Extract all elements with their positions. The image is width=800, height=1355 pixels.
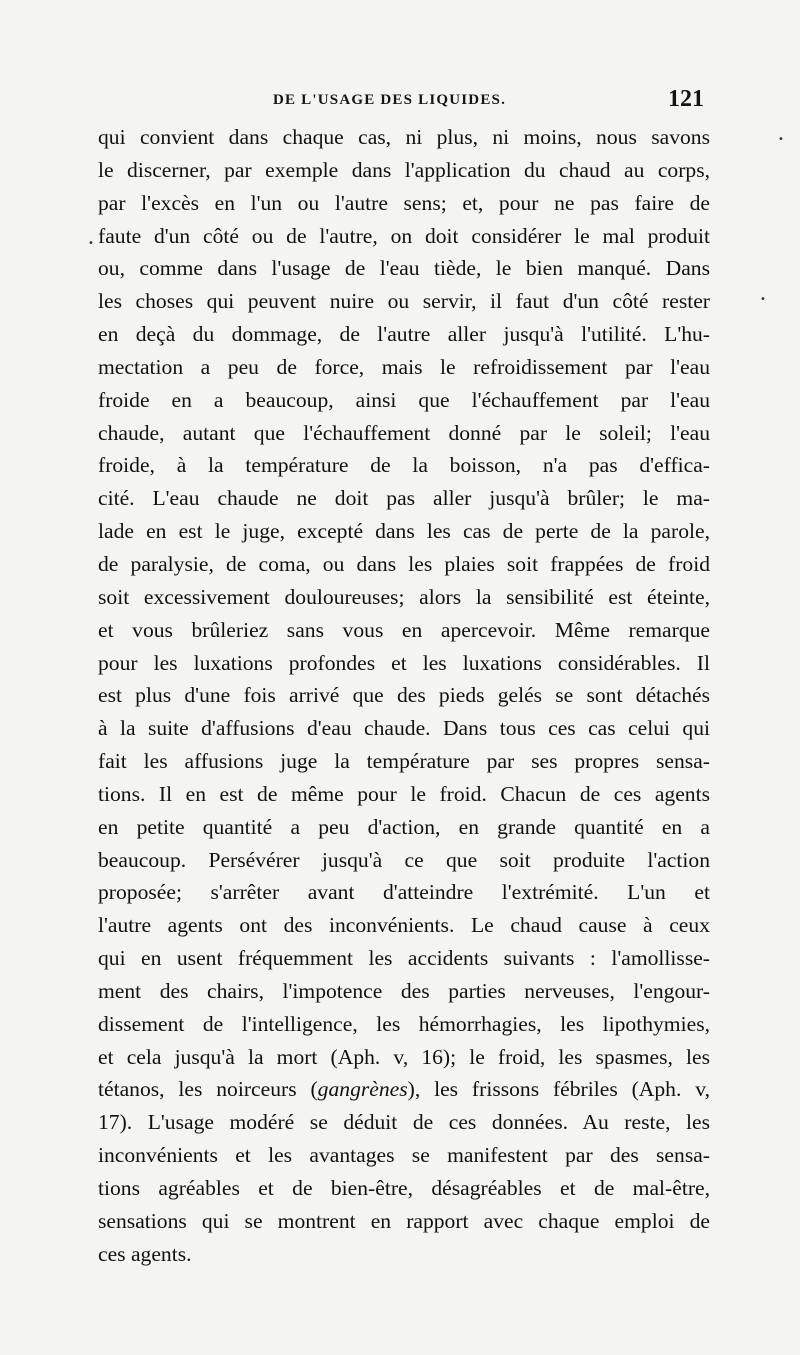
text-line: froide, à la température de la boisson, n'a pas d'effica- bbox=[98, 453, 710, 478]
text-line: 17). L'usage modéré se déduit de ces données. Au reste, les bbox=[98, 1110, 710, 1135]
text-line: beaucoup. Persévérer jusqu'à ce que soit produite l'action bbox=[98, 847, 710, 872]
text-line: soit excessivement douloureuses; alors la sensibilité est éteinte, bbox=[98, 584, 710, 609]
margin-speck: • bbox=[778, 134, 784, 145]
text-line-with-italic bbox=[98, 1073, 710, 1106]
text-line: qui en usent fréquemment les accidents suivants : l'amollisse- bbox=[98, 946, 710, 971]
text-line: l'autre agents ont des inconvénients. Le chaud cause à ceux bbox=[98, 913, 710, 938]
margin-speck: • bbox=[760, 294, 766, 305]
running-title: DE L'USAGE DES LIQUIDES. bbox=[273, 92, 507, 108]
text-line: sensations qui se montrent en rapport avec chaque emploi de bbox=[98, 1208, 710, 1233]
text-line: proposée; s'arrêter avant d'atteindre l'extrémité. L'un et bbox=[98, 880, 710, 905]
text-run: ), les frissons fébriles (Aph. v, bbox=[407, 1077, 710, 1102]
text-line: tions agréables et de bien-être, désagréables et de mal-être, bbox=[98, 1176, 710, 1200]
body-text bbox=[98, 121, 710, 1271]
text-line: mectation a peu de force, mais le refroidissement par l'eau bbox=[98, 354, 710, 379]
text-line: ces agents. bbox=[98, 1241, 192, 1266]
text-line: à la suite d'affusions d'eau chaude. Dans tous ces cas celui qui bbox=[98, 716, 710, 741]
text-line: ment des chairs, l'impotence des parties nerveuses, l'engour- bbox=[98, 978, 710, 1003]
text-line: tions. Il en est de même pour le froid. Chacun de ces agents bbox=[98, 781, 710, 806]
text-line: le discerner, par exemple dans l'application du chaud au corps, bbox=[98, 157, 710, 182]
text-line: chaude, autant que l'échauffement donné par le soleil; l'eau bbox=[98, 420, 710, 445]
text-line: dissement de l'intelligence, les hémorrhagies, les lipothymies, bbox=[98, 1011, 710, 1036]
text-line: et cela jusqu'à la mort (Aph. v, 16); le froid, les spasmes, les bbox=[98, 1044, 710, 1069]
italic-term: gangrènes bbox=[317, 1077, 408, 1102]
text-line: faute d'un côté ou de l'autre, on doit considérer le mal produit bbox=[98, 223, 710, 248]
margin-speck: • bbox=[88, 238, 94, 249]
text-line: et vous brûleriez sans vous en apercevoir. Même remarque bbox=[98, 617, 710, 642]
text-line: ou, comme dans l'usage de l'eau tiède, le bien manqué. Dans bbox=[98, 256, 710, 281]
text-line: lade en est le juge, excepté dans les cas de perte de la parole, bbox=[98, 519, 710, 544]
text-line: inconvénients et les avantages se manifestent par des sensa- bbox=[98, 1143, 710, 1168]
text-run: tétanos, les noirceurs ( bbox=[98, 1077, 318, 1102]
text-line: par l'excès en l'un ou l'autre sens; et, pour ne pas faire de bbox=[98, 190, 710, 215]
text-line: qui convient dans chaque cas, ni plus, ni moins, nous savons bbox=[98, 125, 710, 149]
page-header bbox=[98, 88, 710, 114]
text-line: pour les luxations profondes et les luxations considérables. Il bbox=[98, 650, 710, 675]
page-number: 121 bbox=[668, 86, 704, 112]
text-line: en petite quantité a peu d'action, en grande quantité en a bbox=[98, 814, 710, 839]
text-line: cité. L'eau chaude ne doit pas aller jusqu'à brûler; le ma- bbox=[98, 486, 710, 511]
text-line: froide en a beaucoup, ainsi que l'échauffement par l'eau bbox=[98, 387, 710, 412]
text-line: de paralysie, de coma, ou dans les plaies soit frappées de froid bbox=[98, 551, 710, 576]
text-line: fait les affusions juge la température par ses propres sensa- bbox=[98, 749, 710, 774]
text-line: est plus d'une fois arrivé que des pieds gelés se sont détachés bbox=[98, 683, 710, 708]
text-line: en deçà du dommage, de l'autre aller jusqu'à l'utilité. L'hu- bbox=[98, 322, 710, 347]
text-line: les choses qui peuvent nuire ou servir, il faut d'un côté rester bbox=[98, 289, 710, 314]
